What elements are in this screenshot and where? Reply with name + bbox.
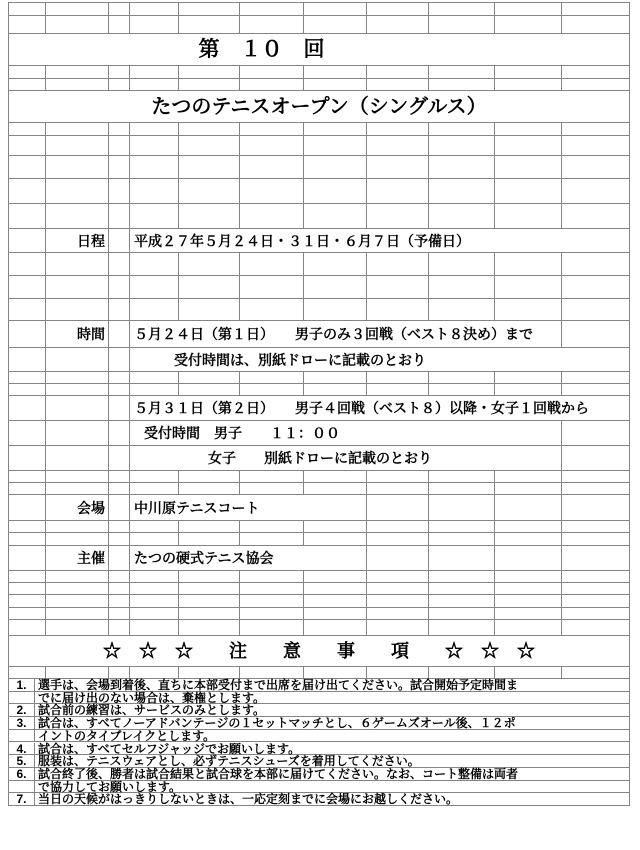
schedule-value: 平成２７年５月２４日・３１日・６月７日（予備日）: [134, 233, 470, 249]
note-row: [9, 755, 629, 768]
notice-header: ☆ ☆ ☆ 注 意 事 項 ☆ ☆ ☆: [103, 641, 535, 661]
time-label: 時間: [77, 326, 105, 342]
schedule-label: 日程: [77, 233, 105, 249]
note-number: 1.: [16, 678, 27, 692]
note-text: 当日の天候がはっきりしないときは、一応定刻までに会場にお越しください。: [38, 792, 459, 807]
note-number: 7.: [16, 792, 27, 807]
note-text: 試合終了後、勝者は試合結果と試合球を本部に届けてください。なお、コート整備は両者: [38, 766, 519, 781]
note-number: 6.: [16, 766, 27, 781]
note-text: 試合は、すべてセルフジャッジでお願いします。: [38, 741, 301, 756]
note-row: [9, 768, 629, 781]
time-day2: ５月３１日（第２日） 男子４回戦（ベスト８）以降・女子１回戦から: [134, 400, 589, 416]
note-text: 選手は、会場到着後、直ちに本部受付まで出席を届け出てください。試合開始予定時間ま: [38, 678, 519, 692]
time-day1: ５月２４日（第１日） 男子のみ３回戦（ベスト８決め）まで: [134, 326, 533, 342]
venue-value: 中川原テニスコート: [134, 500, 260, 516]
venue-label: 会場: [77, 500, 105, 516]
organizer-label: 主催: [77, 550, 105, 566]
note-text: でに届け出のない場合は、棄権とします。: [38, 690, 266, 705]
note-row: [9, 793, 629, 806]
document-subtitle: たつのテニスオープン（シングルス）: [151, 96, 487, 118]
note-text: で協力してお願いします。: [38, 779, 182, 794]
document-title: 第 １０ 回: [198, 38, 325, 61]
note-number: 4.: [16, 741, 27, 756]
note-row: [9, 717, 629, 730]
time-day1-reception: 受付時間は、別紙ドローに記載のとおり: [174, 352, 426, 368]
note-number: 5.: [16, 754, 27, 769]
note-row: [9, 679, 629, 692]
spreadsheet-table: [8, 2, 630, 806]
note-text: 服装は、テニスウェアとし、必ずテニスシューズを着用してください。: [38, 754, 420, 769]
time-day2-reception-men: 受付時間 男子 １１：００: [144, 425, 340, 441]
note-number: 2.: [16, 703, 27, 718]
note-row: [9, 730, 629, 743]
note-number: 3.: [16, 716, 27, 731]
note-text: 試合は、すべてノーアドバンテージの１セットマッチとし、６ゲームズオール後、１２ポ: [38, 716, 516, 731]
document-content: [9, 3, 629, 806]
time-day2-reception-women: 女子 別紙ドローに記載のとおり: [208, 450, 432, 466]
note-text: イントのタイブレイクとします。: [38, 728, 216, 743]
organizer-value: たつの硬式テニス協会: [134, 550, 274, 566]
note-text: 試合前の練習は、サービスのみとします。: [38, 703, 266, 718]
